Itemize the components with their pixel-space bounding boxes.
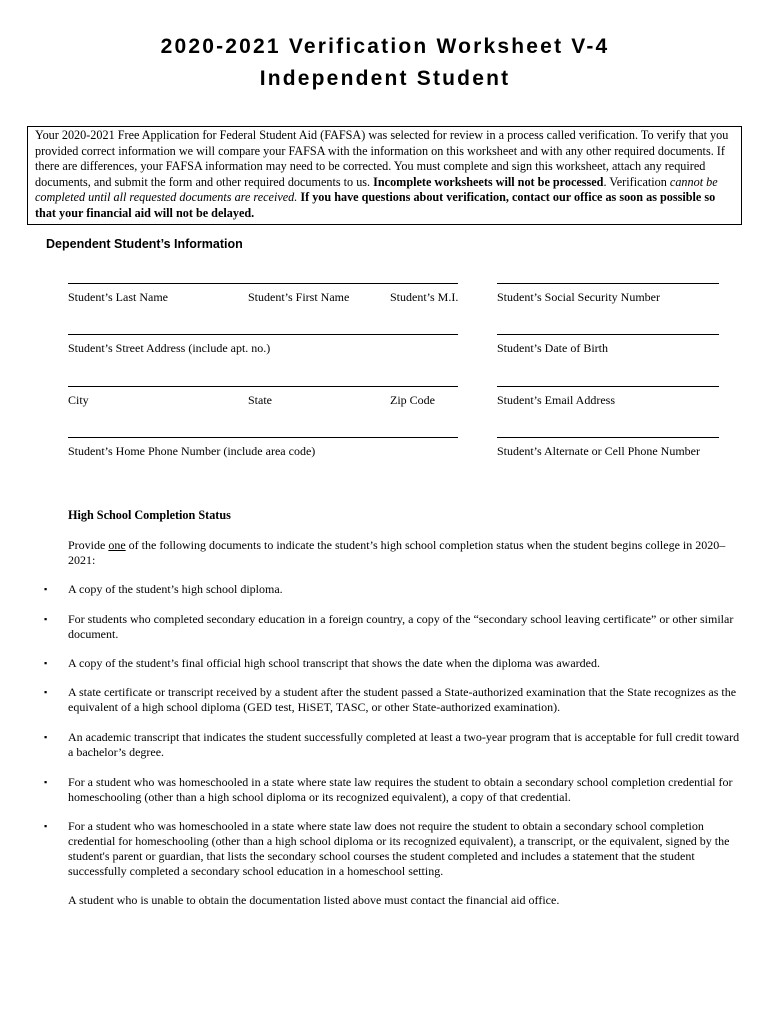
document-option: For students who completed secondary education in a foreign country, a copy of the “secondary school leaving certificate” or other similar document. xyxy=(68,612,734,641)
address-label: Student’s Street Address (include apt. no.) xyxy=(68,341,271,355)
notice-contact-instruction: If you have questions about verification, contact our office as soon as possible so that your financial aid will not be delayed. xyxy=(35,190,716,220)
student-info-heading: Dependent Student’s Information xyxy=(46,237,243,251)
hs-intro-emphasis: one xyxy=(108,538,126,552)
hs-intro-text-2: of the following documents to indicate the student’s high school completion status when the student begins college in 2020–2021: xyxy=(68,538,726,567)
document-option: A copy of the student’s high school diploma. xyxy=(68,582,283,596)
city-state-zip-field-line[interactable] xyxy=(68,386,458,387)
home-phone-field-line[interactable] xyxy=(68,437,458,438)
last-name-label: Student’s Last Name xyxy=(68,290,168,304)
state-label: State xyxy=(248,393,272,407)
cell-phone-field-line[interactable] xyxy=(497,437,719,438)
notice-text: Your 2020-2021 Free Application for Federal Student Aid (FAFSA) was selected for review in a process called verification. To verify that you provided correct information we will compare your FAFSA with the information on this worksheet and with any other required documents. If there are differences, your FAFSA information may need to be corrected. You must complete and sign this worksheet, attach any required documents, and submit the form and other required documents to us. xyxy=(35,128,729,189)
worksheet-title: 2020-2021 Verification Worksheet V-4 xyxy=(160,35,610,58)
bullet-icon: ▪ xyxy=(44,687,48,697)
hs-closing-note: A student who is unable to obtain the documentation listed above must contact the financial aid office. xyxy=(68,893,560,907)
bullet-icon: ▪ xyxy=(44,658,48,668)
notice-text-2: . Verification xyxy=(603,174,670,189)
ssn-label: Student’s Social Security Number xyxy=(497,290,660,304)
cell-phone-label: Student’s Alternate or Cell Phone Number xyxy=(497,444,700,458)
zip-label: Zip Code xyxy=(390,393,435,407)
notice-requirement: cannot be completed until all requested documents are received. xyxy=(35,174,718,205)
document-option: A copy of the student’s final official high school transcript that shows the date when the diploma was awarded. xyxy=(68,656,600,670)
bullet-icon: ▪ xyxy=(44,732,48,742)
document-option: For a student who was homeschooled in a state where state law requires the student to obtain a secondary school completion credential for homeschooling (other than a high school diploma or its recognized equivalent), a copy of that credential. xyxy=(68,775,733,804)
bullet-icon: ▪ xyxy=(44,777,48,787)
email-label: Student’s Email Address xyxy=(497,393,615,407)
hs-intro-text: Provide xyxy=(68,538,109,552)
middle-initial-label: Student’s M.I. xyxy=(390,290,459,304)
home-phone-label: Student’s Home Phone Number (include area code) xyxy=(68,444,316,458)
hs-completion-heading: High School Completion Status xyxy=(68,508,231,522)
dob-label: Student’s Date of Birth xyxy=(497,341,608,355)
city-label: City xyxy=(68,393,89,407)
address-field-line[interactable] xyxy=(68,334,458,335)
ssn-field-line[interactable] xyxy=(497,283,719,284)
bullet-icon: ▪ xyxy=(44,584,48,594)
document-option: An academic transcript that indicates the student successfully completed at least a two-year program that is acceptable for full credit toward a bachelor’s degree. xyxy=(68,730,740,759)
email-field-line[interactable] xyxy=(497,386,719,387)
bullet-icon: ▪ xyxy=(44,821,48,831)
document-option: For a student who was homeschooled in a state where state law does not require the student to obtain a secondary school completion credential for homeschooling (other than a high school diploma or its recognized equivalent), a transcript, or the equivalent, signed by the student's parent or guardian, that lists the secondary school courses the student completed and includes a statement that the student successfully completed a secondary school education in a homeschool setting. xyxy=(68,819,730,878)
bullet-icon: ▪ xyxy=(44,614,48,624)
first-name-label: Student’s First Name xyxy=(248,290,350,304)
dob-field-line[interactable] xyxy=(497,334,719,335)
name-field-line[interactable] xyxy=(68,283,458,284)
document-option: A state certificate or transcript received by a student after the student passed a State-authorized examination that the State recognizes as the equivalent of a high school diploma (GED test, HiSET, TASC, or other State-authorized examination). xyxy=(68,685,737,714)
hs-intro xyxy=(68,538,740,568)
verification-notice xyxy=(27,126,742,225)
worksheet-subtitle: Independent Student xyxy=(259,67,511,90)
notice-incomplete-warning: Incomplete worksheets will not be processed xyxy=(373,174,604,189)
